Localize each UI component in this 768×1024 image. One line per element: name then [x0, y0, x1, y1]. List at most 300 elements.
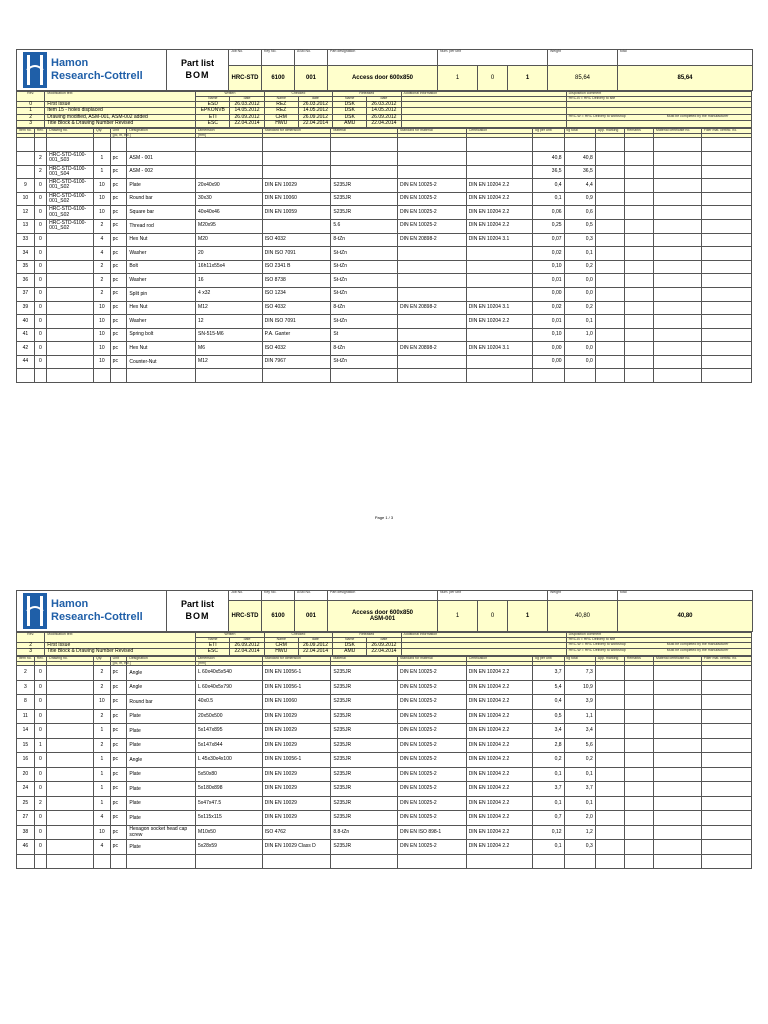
cell-std-mat: DIN EN 10025-2	[397, 192, 466, 206]
cell-std-mat: DIN EN 10025-2	[397, 680, 466, 695]
cell-kgu: 0,02	[533, 301, 564, 315]
col-designation: Designation	[127, 656, 196, 661]
doc-type	[167, 50, 229, 91]
cell-item: 39	[17, 301, 35, 315]
col-item: Item no.	[17, 128, 35, 133]
cell-std-dim: DIN EN 10029	[262, 709, 331, 724]
cell-empty	[595, 782, 624, 797]
cell-empty	[595, 753, 624, 768]
cell-empty	[595, 287, 624, 301]
kg-per-part: 40,80	[548, 601, 618, 632]
cell-empty	[701, 287, 751, 301]
cell-drawing: HRC-STD-6100-001_S02	[47, 206, 94, 220]
revision-r-date: 26.09.2012	[367, 642, 401, 649]
revision-w-date: 22.04.2014	[230, 649, 264, 656]
cell-kgt	[564, 138, 595, 152]
cell-empty	[654, 796, 702, 811]
cell-empty	[595, 233, 624, 247]
cell-item: 14	[17, 724, 35, 739]
cell-std-dim	[262, 854, 331, 869]
cell-mat: S235JR	[331, 767, 398, 782]
cell-empty	[654, 192, 702, 206]
cell-unit: pc	[110, 709, 127, 724]
table-row	[17, 165, 752, 179]
table-row	[17, 680, 752, 695]
table-row	[17, 695, 752, 710]
cell-kgu: 0,1	[533, 840, 564, 855]
cell-mat: S235JR	[331, 811, 398, 826]
table-row	[17, 811, 752, 826]
cell-empty	[701, 369, 751, 383]
cell-std-mat: DIN EN 20898-2	[397, 233, 466, 247]
cell-empty	[624, 840, 653, 855]
revision-text: Title Block & Drawing Number Revised	[45, 121, 196, 128]
cell-std-dim: ISO 4032	[262, 301, 331, 315]
revision-w-date: 14.05.2012	[230, 108, 264, 115]
col-qty: Qty.	[94, 128, 111, 133]
col-drawing: Drawing no.	[47, 656, 94, 661]
cell-dim: 5x180x898	[196, 782, 263, 797]
table-row	[17, 315, 752, 329]
cell-empty	[624, 260, 653, 274]
cell-desig: Plate	[127, 796, 196, 811]
cell-kgt: 3,7	[564, 782, 595, 797]
cell-drawing	[47, 840, 94, 855]
cell-rev	[34, 369, 46, 383]
cell-empty	[701, 342, 751, 356]
cell-kgt: 40,8	[564, 151, 595, 165]
cell-mat: S235JR	[331, 666, 398, 681]
cell-item: 27	[17, 811, 35, 826]
cell-desig: Angle	[127, 666, 196, 681]
cell-dim: 30x30	[196, 192, 263, 206]
cell-kgu	[533, 369, 564, 383]
hrc-w-note: HRC-W = HRC Delivery to workshop	[568, 113, 626, 118]
cell-std-mat: DIN EN ISO 898-1	[397, 825, 466, 840]
cell-empty	[624, 138, 653, 152]
cell-desig: Plate	[127, 179, 196, 193]
bom-sheet	[16, 590, 752, 869]
cell-rev: 0	[34, 724, 46, 739]
table-row	[17, 767, 752, 782]
cell-desig: Thread rod	[127, 219, 196, 233]
cell-std-mat: DIN EN 10025-2	[397, 179, 466, 193]
cell-item: 46	[17, 840, 35, 855]
cell-qty: 1	[94, 767, 111, 782]
cell-cert: DIN EN 10204 2.2	[466, 315, 533, 329]
cell-empty	[624, 811, 653, 826]
cell-mat: S235JR	[331, 753, 398, 768]
cell-empty	[654, 811, 702, 826]
cell-unit: pc	[110, 666, 127, 681]
cell-dim	[196, 165, 263, 179]
cell-std-mat	[397, 328, 466, 342]
cell-drawing	[47, 811, 94, 826]
cell-std-dim: DIN EN 10029	[262, 724, 331, 739]
cell-empty	[624, 767, 653, 782]
table-row	[17, 854, 752, 869]
num-per-unit-label: Num. per unit	[438, 591, 548, 601]
cell-drawing	[47, 287, 94, 301]
cell-cert: DIN EN 10204 2.2	[466, 782, 533, 797]
revision-rev: 0	[17, 101, 45, 108]
cell-mat	[331, 369, 398, 383]
cell-cert	[466, 328, 533, 342]
qty-total: 1	[508, 601, 548, 632]
cell-drawing: HRC-STD-6100-001_S04	[47, 165, 94, 179]
cell-desig: Washer	[127, 274, 196, 288]
cell-empty	[595, 301, 624, 315]
cell-unit: pc	[110, 192, 127, 206]
cell-std-dim: DIN EN 10056-1	[262, 680, 331, 695]
cell-empty	[624, 206, 653, 220]
cell-empty	[595, 165, 624, 179]
name-label: Name	[333, 96, 367, 101]
cell-kgu: 0,00	[533, 355, 564, 369]
job-no: HRC-STD	[229, 601, 262, 632]
cell-desig: Plate	[127, 724, 196, 739]
revision-r-date: 26.03.2012	[367, 101, 401, 108]
cell-drawing	[47, 138, 94, 152]
cell-rev: 0	[34, 840, 46, 855]
cell-desig: Hex Nut	[127, 342, 196, 356]
cell-std-mat	[397, 287, 466, 301]
cell-kgu: 0,2	[533, 753, 564, 768]
revision-rev: 3	[17, 649, 45, 656]
cell-cert: DIN EN 10204 2.2	[466, 738, 533, 753]
cell-unit	[110, 854, 127, 869]
cell-dim: 12	[196, 315, 263, 329]
cell-rev: 0	[34, 206, 46, 220]
cell-empty	[654, 753, 702, 768]
cell-drawing	[47, 355, 94, 369]
cell-qty: 1	[94, 753, 111, 768]
name-label: Name	[264, 96, 298, 101]
cell-desig: Counter-Nut	[127, 355, 196, 369]
cell-kgt: 0,0	[564, 274, 595, 288]
cell-std-mat: DIN EN 10025-2	[397, 811, 466, 826]
revision-rev: 2	[17, 114, 45, 121]
cell-empty	[595, 825, 624, 840]
cell-desig	[127, 138, 196, 152]
cell-kgu: 3,4	[533, 724, 564, 739]
cell-rev: 0	[34, 782, 46, 797]
cell-desig	[127, 369, 196, 383]
cell-drawing	[47, 854, 94, 869]
cell-empty	[624, 680, 653, 695]
cell-dim: L 60x40x5x790	[196, 680, 263, 695]
cell-kgu: 2,8	[533, 738, 564, 753]
revision-text: Drawing modified, ASM-001, ASM-002 added	[45, 114, 196, 121]
revision-c-name: HWU	[264, 121, 298, 128]
cell-qty	[94, 369, 111, 383]
cell-empty	[654, 666, 702, 681]
cell-std-dim: P.A. Ganter	[262, 328, 331, 342]
table-row	[17, 233, 752, 247]
cell-kgu: 3,7	[533, 666, 564, 681]
cell-unit: pc	[110, 233, 127, 247]
revision-row	[17, 649, 752, 656]
cell-unit: pc	[110, 179, 127, 193]
cell-kgu	[533, 854, 564, 869]
cell-std-dim: DIN EN 10029	[262, 179, 331, 193]
cell-std-dim: ISO 4762	[262, 825, 331, 840]
revision-rev: 3	[17, 121, 45, 128]
cell-empty	[624, 192, 653, 206]
kg-total: 85,64	[618, 65, 753, 90]
col-unit: Unit	[110, 128, 127, 133]
cell-qty: 2	[94, 287, 111, 301]
revision-c-date: 26.03.2012	[298, 101, 332, 108]
col-std-mat: Standard for material	[397, 656, 466, 661]
cell-empty	[624, 315, 653, 329]
col-std-dim: Standard for dimension	[262, 656, 331, 661]
col-filler: Filler mat. certific. no.	[701, 656, 751, 661]
cell-qty: 2	[94, 260, 111, 274]
cell-item: 20	[17, 767, 35, 782]
cell-qty: 10	[94, 342, 111, 356]
revision-c-date: 26.09.2012	[298, 114, 332, 121]
cell-kgt: 0,3	[564, 840, 595, 855]
cell-cert: DIN EN 10204 2.2	[466, 753, 533, 768]
key-no-label: Key No.	[262, 591, 295, 601]
col-dimension-sub: [mm]	[196, 661, 263, 666]
cell-dim	[196, 138, 263, 152]
cell-kgu: 0,07	[533, 233, 564, 247]
cell-unit	[110, 369, 127, 383]
col-rev: Rev.	[34, 128, 46, 133]
table-row	[17, 369, 752, 383]
col-dimension: Dimension	[196, 128, 263, 133]
cell-std-mat	[397, 854, 466, 869]
cell-qty: 1	[94, 796, 111, 811]
cell-dim: 20x50x500	[196, 709, 263, 724]
cell-empty	[701, 695, 751, 710]
page-footer: Page 1 / 3	[374, 515, 394, 520]
cell-empty	[701, 192, 751, 206]
cell-empty	[701, 315, 751, 329]
cell-std-mat	[397, 247, 466, 261]
cell-rev: 0	[34, 811, 46, 826]
cell-desig: Hex Nut	[127, 233, 196, 247]
cell-mat: S235JR	[331, 782, 398, 797]
revision-w-date: 26.09.2012	[230, 114, 264, 121]
cell-rev: 0	[34, 315, 46, 329]
cell-mat: S235JR	[331, 840, 398, 855]
key-no: 6100	[262, 65, 295, 90]
cell-empty	[654, 315, 702, 329]
cell-drawing	[47, 328, 94, 342]
col-kg-total: kg total	[564, 128, 595, 133]
cell-kgt: 3,9	[564, 695, 595, 710]
cell-rev: 0	[34, 274, 46, 288]
cell-empty	[701, 724, 751, 739]
cell-desig: Round bar	[127, 695, 196, 710]
cell-empty	[624, 151, 653, 165]
part-list-label: Part list	[180, 58, 214, 69]
cell-unit: pc	[110, 287, 127, 301]
cell-kgt: 0,1	[564, 247, 595, 261]
cell-kgt	[564, 369, 595, 383]
cell-dim	[196, 369, 263, 383]
cell-item: 35	[17, 260, 35, 274]
cell-qty: 2	[94, 666, 111, 681]
revision-c-date: 14.05.2012	[298, 108, 332, 115]
must-complete-note: Must be completed by the manufacturer	[665, 113, 729, 118]
cell-empty	[654, 274, 702, 288]
cell-item	[17, 854, 35, 869]
cell-item: 44	[17, 355, 35, 369]
cell-empty	[595, 342, 624, 356]
cell-unit: pc	[110, 767, 127, 782]
cell-qty: 2	[94, 680, 111, 695]
cell-rev: 0	[34, 666, 46, 681]
cell-std-dim: DIN EN 10029	[262, 767, 331, 782]
table-row	[17, 219, 752, 233]
cell-empty	[595, 709, 624, 724]
cell-mat: St-tZn	[331, 355, 398, 369]
date-label: date	[230, 96, 264, 101]
date-label: date	[298, 637, 332, 642]
cell-cert	[466, 260, 533, 274]
title-block	[16, 49, 753, 91]
cell-drawing	[47, 709, 94, 724]
cell-empty	[701, 206, 751, 220]
cell-kgt: 1,0	[564, 328, 595, 342]
cell-drawing: HRC-STD-6100-001_S03	[47, 151, 94, 165]
cell-qty: 1	[94, 151, 111, 165]
cell-std-dim: DIN EN 10029	[262, 782, 331, 797]
cell-empty	[654, 206, 702, 220]
cell-desig: ASM - 002	[127, 165, 196, 179]
cell-unit: pc	[110, 840, 127, 855]
cell-desig: ASM - 001	[127, 151, 196, 165]
cell-empty	[595, 206, 624, 220]
cell-item: 12	[17, 206, 35, 220]
revision-text: Item 15 - holes displaced	[45, 108, 196, 115]
total-weight-label: total	[618, 50, 753, 66]
cell-item: 13	[17, 219, 35, 233]
cell-empty	[624, 666, 653, 681]
col-material: Material	[331, 656, 398, 661]
table-row	[17, 796, 752, 811]
cell-item: 3	[17, 680, 35, 695]
cell-empty	[701, 219, 751, 233]
cell-empty	[624, 328, 653, 342]
cell-empty	[624, 854, 653, 869]
revision-text: Title Block & Drawing Number Revised	[45, 649, 196, 656]
cell-unit: pc	[110, 811, 127, 826]
cell-unit: pc	[110, 342, 127, 356]
cell-rev: 0	[34, 753, 46, 768]
cell-kgu	[533, 138, 564, 152]
part-designation-label: Part designation	[328, 591, 438, 601]
cell-empty	[701, 709, 751, 724]
cell-empty	[595, 151, 624, 165]
cell-rev: 0	[34, 192, 46, 206]
cell-std-dim: ISO 4032	[262, 233, 331, 247]
cell-std-dim: DIN EN 10060	[262, 192, 331, 206]
cell-cert	[466, 274, 533, 288]
cell-mat: 8.8-tZn	[331, 825, 398, 840]
cell-unit: pc	[110, 219, 127, 233]
cell-empty	[624, 342, 653, 356]
cell-empty	[701, 151, 751, 165]
cell-dim: 5x47x47.5	[196, 796, 263, 811]
cell-std-mat	[397, 260, 466, 274]
cell-empty	[624, 179, 653, 193]
cell-drawing	[47, 753, 94, 768]
cell-kgu: 40,8	[533, 151, 564, 165]
cell-empty	[624, 724, 653, 739]
weight-label: Weight	[548, 50, 618, 66]
cell-drawing	[47, 695, 94, 710]
revision-r-name: DSK	[333, 642, 367, 649]
modification-header: Modification text	[45, 633, 196, 643]
cell-empty	[595, 811, 624, 826]
cell-drawing	[47, 247, 94, 261]
cell-std-mat	[397, 151, 466, 165]
cell-std-mat	[397, 138, 466, 152]
cell-drawing: HRC-STD-6100-001_S02	[47, 179, 94, 193]
cell-kgt: 7,3	[564, 666, 595, 681]
cell-empty	[624, 782, 653, 797]
cell-qty: 10	[94, 179, 111, 193]
cell-empty	[595, 738, 624, 753]
cell-kgu: 0,4	[533, 695, 564, 710]
cell-std-dim: DIN EN 10056-1	[262, 753, 331, 768]
cell-empty	[654, 165, 702, 179]
cell-unit: pc	[110, 151, 127, 165]
cell-empty	[701, 811, 751, 826]
cell-cert: DIN EN 10204 2.2	[466, 796, 533, 811]
cell-item: 16	[17, 753, 35, 768]
cell-desig: Plate	[127, 811, 196, 826]
cell-empty	[654, 767, 702, 782]
col-app-mark: App. marking	[595, 656, 624, 661]
cell-rev: 0	[34, 219, 46, 233]
part-designation: Access door 600x850 ASM-001	[328, 601, 438, 632]
revision-c-name: REZ	[264, 101, 298, 108]
table-row	[17, 179, 752, 193]
cell-item: 38	[17, 825, 35, 840]
cell-drawing	[47, 724, 94, 739]
part-designation-label: Part designation	[328, 50, 438, 66]
cell-kgt: 0,2	[564, 301, 595, 315]
cell-std-dim: DIN ISO 7091	[262, 247, 331, 261]
hrc-b-note: HRC-B = HRC Delivery to site	[566, 96, 751, 101]
cell-empty	[654, 680, 702, 695]
cell-empty	[701, 680, 751, 695]
key-no-label: Key No.	[262, 50, 295, 66]
cell-dim: 16h11x55x4	[196, 260, 263, 274]
cell-kgu: 0,7	[533, 811, 564, 826]
cell-cert: DIN EN 10204 2.2	[466, 680, 533, 695]
cell-kgu: 0,00	[533, 287, 564, 301]
cell-std-dim: DIN EN 10029	[262, 796, 331, 811]
disposition-cell	[566, 121, 751, 128]
cell-empty	[624, 369, 653, 383]
cell-qty	[94, 138, 111, 152]
cell-kgt: 0,2	[564, 260, 595, 274]
cell-kgu: 0,01	[533, 315, 564, 329]
table-row	[17, 260, 752, 274]
cell-empty	[654, 854, 702, 869]
cell-std-dim: DIN ISO 7091	[262, 315, 331, 329]
cell-mat: 5.6	[331, 219, 398, 233]
cell-kgu: 0,12	[533, 825, 564, 840]
additional-info-header: Additional information	[401, 633, 566, 638]
